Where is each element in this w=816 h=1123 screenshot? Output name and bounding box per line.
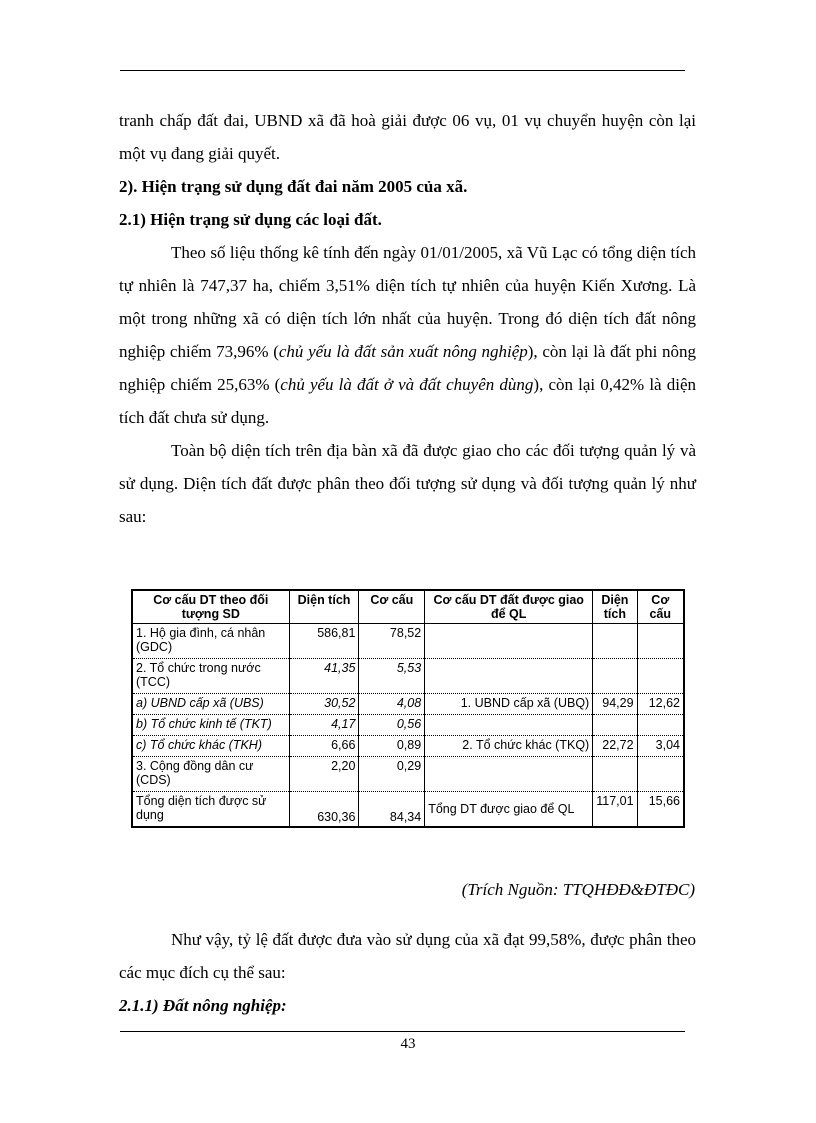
table-cell: 3,04 [637,736,684,757]
page-body [119,104,696,533]
page-body-lower [119,923,696,1022]
table-cell: 1. UBND cấp xã (UBQ) [425,694,593,715]
table-cell: 2,20 [289,757,359,792]
page-number: 43 [400,1036,416,1052]
table-cell [593,757,637,792]
table-row [132,736,684,757]
table-row [132,694,684,715]
table-cell [637,624,684,659]
table-cell: 94,29 [593,694,637,715]
table-cell: 41,35 [289,659,359,694]
header-cell: Diện tích [289,590,359,624]
table-source-note: (Trích Nguồn: TTQHĐĐ&ĐTĐC) [461,880,695,899]
table-cell [425,624,593,659]
header-rule [120,70,685,71]
table-cell: 2. Tổ chức trong nước (TCC) [132,659,289,694]
table-cell: a) UBND cấp xã (UBS) [132,694,289,715]
table-cell: Tổng diện tích được sử dụng [132,792,289,828]
paragraph-usage-ratio: Như vậy, tỷ lệ đất được đưa vào sử dụng của xã đạt 99,58%, được phân theo các mục đích cụ thể sau: [119,930,696,982]
table-cell: 22,72 [593,736,637,757]
table-cell: 15,66 [637,792,684,828]
header-cell: Cơ cấu DT theo đối tượng SD [132,590,289,624]
table-cell [593,715,637,736]
table-cell [637,757,684,792]
table-cell: 12,62 [637,694,684,715]
header-cell: Cơ cấu [359,590,425,624]
stats-text-e: ), còn lại 0,42% là diện tích đất chưa sử dụng. [119,375,696,427]
table-row [132,715,684,736]
table-cell: 0,29 [359,757,425,792]
table-cell: c) Tổ chức khác (TKH) [132,736,289,757]
section-heading-2-1: 2.1) Hiện trạng sử dụng các loại đất. [119,210,382,229]
stats-italic-b: chủ yếu là đất sản xuất nông nghiệp [278,342,528,361]
table-cell [593,624,637,659]
table-cell: 117,01 [593,792,637,828]
table-cell: 6,66 [289,736,359,757]
table-cell: Tổng DT được giao để QL [425,792,593,828]
table-cell [593,659,637,694]
table-row [132,757,684,792]
header-cell: Cơ cấu [637,590,684,624]
table-cell: 84,34 [359,792,425,828]
stats-text-c: ), còn lại là đất phi nông nghiệp chiếm 25,63% ( [119,342,696,394]
table-cell: 3. Cộng đồng dân cư (CDS) [132,757,289,792]
table-cell [425,757,593,792]
table-cell: 30,52 [289,694,359,715]
table-row [132,659,684,694]
paragraph-statistics [119,236,696,434]
table-cell: 4,17 [289,715,359,736]
table-cell [637,715,684,736]
table-cell [425,715,593,736]
table-cell: 0,56 [359,715,425,736]
table-cell [425,659,593,694]
table-row [132,624,684,659]
land-use-table [131,589,685,828]
paragraph-intro: tranh chấp đất đai, UBND xã đã hoà giải được 06 vụ, 01 vụ chuyển huyện còn lại một vụ đang giải quyết. [119,111,696,163]
header-cell: Diện tích [593,590,637,624]
land-use-table-wrapper [131,589,685,828]
section-heading-2: 2). Hiện trạng sử dụng đất đai năm 2005 của xã. [119,177,468,196]
table-cell: 1. Hộ gia đình, cá nhân (GDC) [132,624,289,659]
table-row-total [132,792,684,828]
footer-rule [120,1031,685,1032]
table-cell: 586,81 [289,624,359,659]
table-cell: 78,52 [359,624,425,659]
stats-text-a: Theo số liệu thống kê tính đến ngày 01/01/2005, xã Vũ Lạc có tổng diện tích tự nhiên là 747,37 ha, chiếm 3,51% diện tích tự nhiên của huyện Kiến Xương. Là một trong những xã có diện tích lớn nhất của huyện. Trong đó diện tích đất nông nghiệp chiếm 73,96% ( [119,243,696,361]
paragraph-allocation: Toàn bộ diện tích trên địa bàn xã đã được giao cho các đối tượng quản lý và sử dụng. Diện tích đất được phân theo đối tượng sử dụng và đối tượng quản lý như sau: [119,441,696,526]
table-cell [637,659,684,694]
table-cell: 630,36 [289,792,359,828]
section-heading-2-1-1: 2.1.1) Đất nông nghiệp: [119,996,287,1015]
header-cell: Cơ cấu DT đất được giao để QL [425,590,593,624]
table-cell: b) Tổ chức kinh tế (TKT) [132,715,289,736]
table-cell: 2. Tổ chức khác (TKQ) [425,736,593,757]
table-cell: 4,08 [359,694,425,715]
table-cell: 5,53 [359,659,425,694]
table-header-row [132,590,684,624]
stats-italic-d: chủ yếu là đất ở và đất chuyên dùng [280,375,534,394]
table-cell: 0,89 [359,736,425,757]
